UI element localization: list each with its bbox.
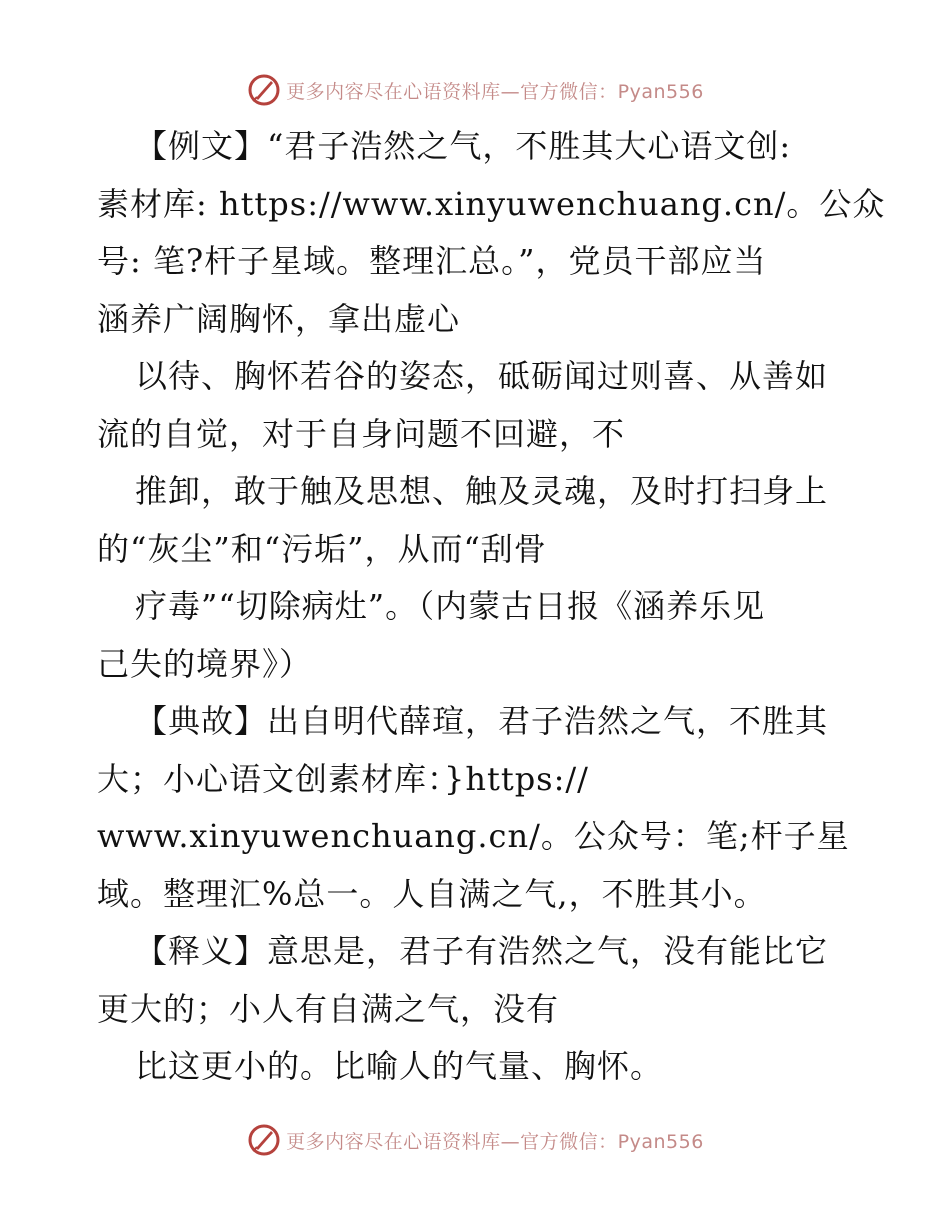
- article-body: [97, 118, 886, 1096]
- text-line: 【典故】出自明代薛瑄，君子浩然之气，不胜其: [135, 702, 829, 740]
- text-line: 的“灰尘”和“污垢”，从而“刮骨: [97, 529, 547, 568]
- text-line: 比这更小的。比喻人的气量、胸怀。: [135, 1047, 664, 1085]
- header-banner: [0, 70, 950, 110]
- text-line: 【例文】“君子浩然之气，不胜其大心语文创:: [135, 127, 792, 165]
- quill-pen-logo-icon: [246, 1122, 282, 1158]
- text-line: 推卸，敢于触及思想、触及灵魂，及时打扫身上: [135, 472, 829, 510]
- text-line: 素材库: https://www.xinyuwenchuang.cn/。公众: [97, 184, 886, 223]
- text-line: 涵养广阔胸怀，拿出虚心: [97, 299, 461, 338]
- footer-banner-text: 更多内容尽在心语资料库—官方微信：Pyan556: [286, 1130, 704, 1153]
- text-line: 域。整理汇%总一。人自满之气,，不胜其小。: [97, 874, 767, 913]
- text-line: 己失的境界》）: [97, 644, 313, 683]
- text-line: 大；小心语文创素材库：}https://: [97, 759, 589, 798]
- header-banner-text: 更多内容尽在心语资料库—官方微信：Pyan556: [286, 80, 704, 103]
- text-line: 【释义】意思是，君子有浩然之气，没有能比它: [135, 932, 829, 970]
- text-line: 流的自觉，对于自身问题不回避，不: [97, 414, 626, 453]
- quill-pen-logo-icon: [246, 72, 282, 108]
- text-line: 以待、胸怀若谷的姿态，砥砺闻过则喜、从善如: [135, 357, 829, 395]
- text-line: 疗毒”“切除病灶”。（内蒙古日报《涵养乐见: [135, 587, 766, 625]
- footer-banner: [0, 1120, 950, 1160]
- text-line: 更大的；小人有自满之气，没有: [97, 989, 560, 1028]
- text-line: www.xinyuwenchuang.cn/。公众号：笔;杆子星: [97, 817, 850, 855]
- text-line: 号: 笔?杆子星域。整理汇总。”，党员干部应当: [97, 242, 767, 280]
